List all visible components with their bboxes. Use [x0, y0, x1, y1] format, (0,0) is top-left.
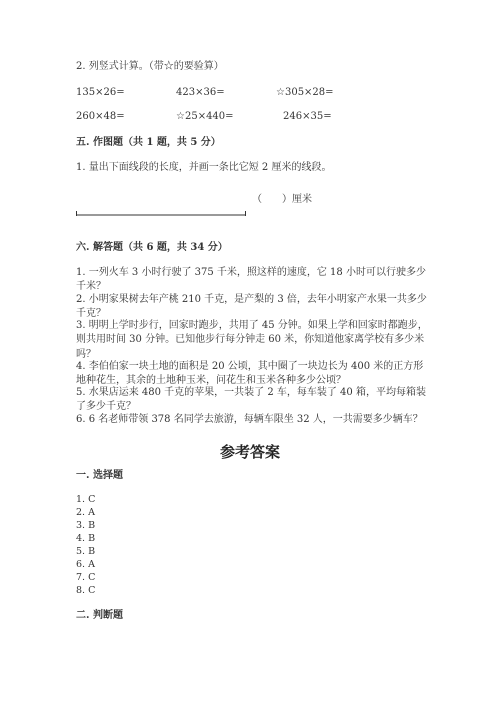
answer-item: 7. C	[76, 572, 96, 583]
calc-item-4: 260×48=	[76, 111, 125, 122]
word-problem-2: 2. 小明家果树去年产桃 210 千克，是产梨的 3 倍，去年小明家产水果一共多少千克？	[76, 294, 427, 320]
answer-item: 3. B	[76, 520, 96, 531]
line-segment	[76, 211, 246, 217]
drawing-question-1: 1. 量出下面线段的长度，并画一条比它短 2 厘米的线段。	[76, 162, 332, 173]
answer-item: 4. B	[76, 533, 96, 544]
answers-section-1-title: 一. 选择题	[76, 470, 123, 481]
calc-item-6: 246×35=	[283, 111, 332, 122]
answer-item: 8. C	[76, 585, 96, 596]
answer-item: 5. B	[76, 546, 96, 557]
word-problem-5: 5. 水果店运来 480 千克的苹果，一共装了 2 车，每车装了 40 箱，平均每箱装了多少千克？	[76, 387, 426, 413]
section-5-title: 五. 作图题（共 1 题，共 5 分）	[76, 137, 221, 148]
answer-key-title: 参考答案	[219, 443, 280, 461]
word-problem-3: 3. 明明上学时步行，回家时跑步，共用了 45 分钟。如果上学和回家时都跑步，则共用时间 30 分钟。已知他步行每分钟走 60 米，你知道他家离学校有多少米吗？	[76, 320, 428, 360]
calc-question-header: 2. 列竖式计算。（带☆的要验算）	[76, 61, 224, 72]
length-answer-blank: （ ）厘米	[252, 194, 312, 205]
word-problem-1: 1. 一列火车 3 小时行驶了 375 千米，照这样的速度，它 18 小时可以行驶多少千米？	[76, 267, 426, 293]
word-problem-4: 4. 李伯伯家一块土地的面积是 20 公顷，其中圈了一块边长为 400 米的正方形地种花生，其余的土地种玉米，问花生和玉米各种多少公顷？	[76, 361, 424, 387]
calc-item-2: 423×36=	[176, 87, 225, 98]
section-6-title: 六. 解答题（共 6 题，共 34 分）	[76, 242, 228, 253]
calc-item-5: ☆25×440=	[176, 111, 234, 122]
answer-item: 6. A	[76, 559, 95, 570]
answer-item: 2. A	[76, 507, 95, 518]
answer-item: 1. C	[76, 494, 96, 505]
answers-section-2-title: 二. 判断题	[76, 610, 123, 621]
word-problem-6: 6. 6 名老师带领 378 名同学去旅游，每辆车限坐 32 人，一共需要多少辆车？	[76, 414, 423, 425]
calc-item-3: ☆305×28=	[276, 87, 334, 98]
calc-item-1: 135×26=	[76, 87, 125, 98]
